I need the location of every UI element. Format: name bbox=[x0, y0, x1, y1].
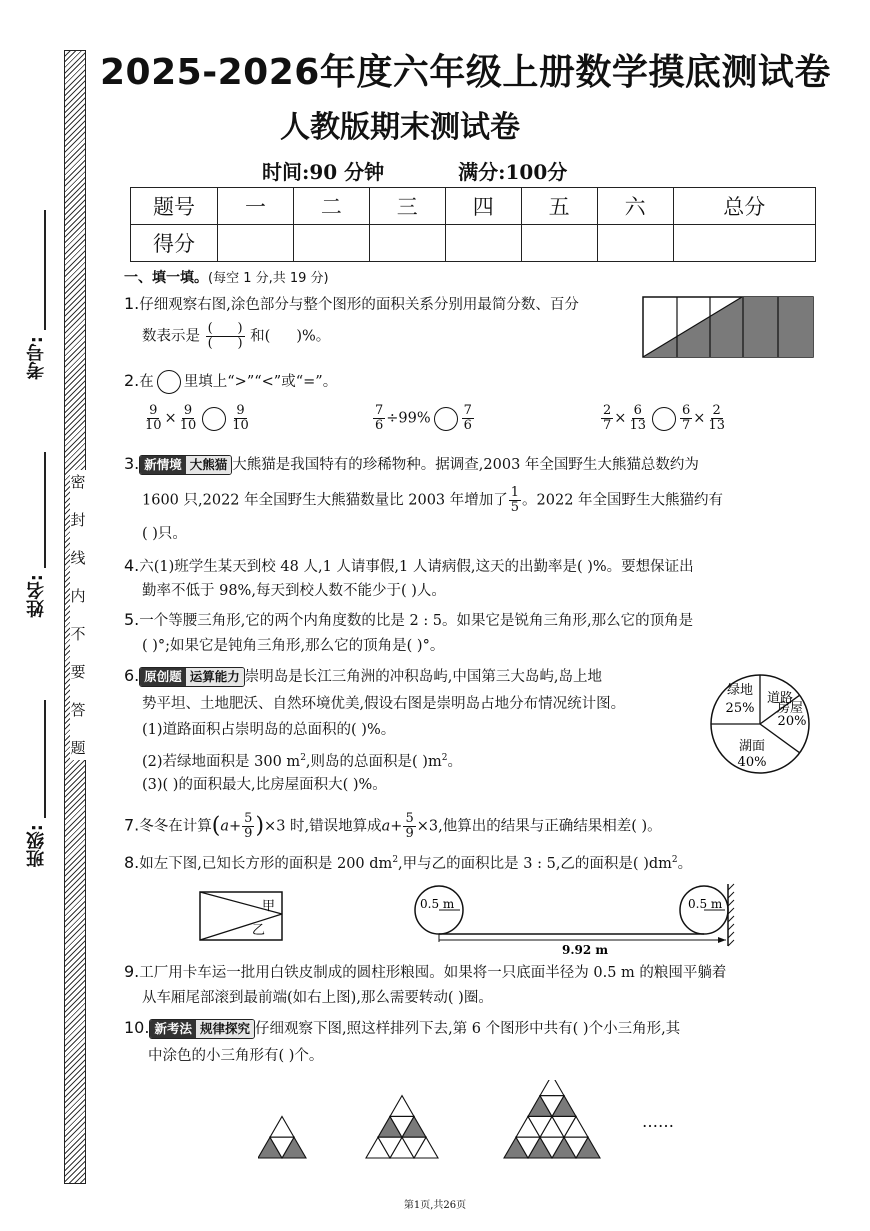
question-2-expr-3 bbox=[600, 404, 728, 433]
frac-num: 7 bbox=[375, 403, 384, 418]
question-text[interactable]: 六(1)班学生某天到校 48 人,1 人请事假,1 人请病假,这天的出勤率是( )%。要想保证出 bbox=[139, 559, 694, 575]
tag-secondary: 运算能力 bbox=[186, 668, 244, 686]
question-number: 5. bbox=[124, 610, 140, 629]
frac-den: 10 bbox=[145, 418, 162, 433]
question-number: 8. bbox=[124, 852, 140, 872]
small-triangle bbox=[270, 1116, 294, 1137]
question-text: 。2022 年全国野生大熊猫约有 bbox=[522, 492, 724, 509]
question-text: 如左下图,已知长方形的面积是 200 dm bbox=[139, 855, 393, 872]
seal-char: 要 bbox=[70, 663, 86, 681]
wall-hatch bbox=[728, 884, 734, 946]
score-input-cell[interactable] bbox=[521, 225, 597, 262]
question-text: 里填上“>”“<”或“=”。 bbox=[183, 374, 338, 390]
tag-primary: 新考法 bbox=[150, 1020, 196, 1038]
class-label: 班级: bbox=[26, 824, 47, 868]
superscript: 2 bbox=[392, 855, 399, 865]
score-input-cell[interactable] bbox=[218, 225, 294, 262]
frac-den: 13 bbox=[629, 418, 646, 433]
question-6-sub1[interactable]: (1)道路面积占崇明岛的总面积的( )%。 bbox=[142, 722, 396, 738]
table-cell: 总分 bbox=[673, 188, 815, 225]
operator: + bbox=[229, 818, 242, 835]
question-9-line1 bbox=[124, 962, 726, 983]
frac-den: 7 bbox=[681, 418, 691, 433]
variable: a bbox=[220, 818, 230, 835]
circle-blank-icon bbox=[157, 370, 181, 394]
q1-shaded-figure bbox=[642, 296, 814, 358]
page-title: 2025-2026年度六年级上册数学摸底测试卷 bbox=[100, 52, 831, 93]
table-cell: 一 bbox=[218, 188, 294, 225]
question-2-expr-2 bbox=[372, 404, 475, 433]
frac-den: 9 bbox=[244, 826, 253, 841]
land-use-pie-chart bbox=[708, 672, 812, 776]
frac-num: 6 bbox=[681, 403, 691, 418]
seal-char: 不 bbox=[70, 625, 86, 643]
pie-label-lake: 湖面 bbox=[738, 739, 766, 754]
frac-num: 7 bbox=[463, 403, 472, 418]
question-number: 3. bbox=[124, 454, 140, 473]
arrow-head-icon bbox=[718, 937, 726, 943]
question-6-sub2[interactable] bbox=[142, 748, 462, 772]
question-text: ,甲与乙的面积比是 3 : 5,乙的面积是( )dm bbox=[398, 855, 672, 872]
page-subtitle: 人教版期末测试卷 bbox=[280, 110, 520, 145]
operator: × bbox=[614, 410, 627, 427]
question-text: ×3 时,错误地算成 bbox=[264, 818, 382, 835]
question-text: 。 bbox=[447, 753, 462, 770]
question-3-line3[interactable]: ( )只。 bbox=[142, 526, 187, 542]
question-text[interactable]: ×3,他算出的结果与正确结果相差( )。 bbox=[416, 818, 662, 835]
question-8[interactable] bbox=[124, 850, 692, 874]
frac-den: 5 bbox=[510, 500, 520, 515]
radius-label-right: 0.5 m bbox=[688, 897, 723, 911]
frac-num: 1 bbox=[510, 485, 520, 500]
question-text: ,则岛的总面积是( )m bbox=[305, 753, 442, 770]
frac-den: 10 bbox=[179, 418, 197, 433]
score-label: 满分:100分 bbox=[458, 160, 568, 184]
question-4-line1 bbox=[124, 556, 694, 577]
frac-num: 2 bbox=[603, 403, 612, 418]
question-10-line1 bbox=[124, 1018, 680, 1039]
ellipsis: …… bbox=[642, 1112, 674, 1131]
operator: × bbox=[164, 410, 177, 427]
question-6-line1 bbox=[124, 666, 602, 687]
triangle-pattern-figure bbox=[258, 1080, 638, 1160]
question-5-line2[interactable]: ( )°;如果它是钝角三角形,那么它的顶角是( )°。 bbox=[142, 638, 445, 654]
question-5-line1 bbox=[124, 610, 693, 631]
table-cell: 题号 bbox=[131, 188, 218, 225]
blank-fraction[interactable]: $\frac{( )}{( )}$ bbox=[207, 321, 243, 351]
question-3-line1 bbox=[124, 454, 699, 475]
question-2-expr-1 bbox=[142, 404, 252, 433]
pie-label-greenland: 绿地 bbox=[726, 683, 754, 698]
variable: a bbox=[381, 818, 391, 835]
question-1-line2 bbox=[142, 322, 330, 351]
frac-num: 2 bbox=[712, 403, 721, 418]
radius-label-left: 0.5 m bbox=[420, 897, 455, 911]
seal-char: 密 bbox=[70, 473, 86, 491]
seal-char: 内 bbox=[70, 587, 86, 605]
question-number: 1. bbox=[124, 294, 140, 313]
frac-num: 5 bbox=[244, 811, 253, 826]
pie-value-greenland: 25% bbox=[725, 701, 755, 716]
frac-den: 6 bbox=[463, 418, 472, 433]
question-1-line1 bbox=[124, 294, 579, 315]
section-heading bbox=[124, 267, 329, 287]
operator: ÷99% bbox=[386, 410, 431, 427]
table-cell: 得分 bbox=[131, 225, 218, 262]
score-table bbox=[130, 187, 816, 262]
label-jia: 甲 bbox=[262, 899, 276, 914]
pie-value-house: 20% bbox=[777, 714, 807, 729]
time-score-line bbox=[262, 156, 567, 185]
compare-circle-input[interactable] bbox=[652, 407, 676, 431]
question-number: 9. bbox=[124, 962, 140, 981]
tag-primary: 新情境 bbox=[140, 456, 186, 474]
tag-badge bbox=[139, 455, 232, 475]
distance-label: 9.92 m bbox=[562, 943, 609, 956]
question-10-line2[interactable]: 中涂色的小三角形有( )个。 bbox=[148, 1048, 324, 1064]
frac-num: 9 bbox=[183, 403, 193, 418]
class-field-line[interactable] bbox=[44, 700, 46, 818]
table-cell: 四 bbox=[445, 188, 521, 225]
operator: × bbox=[693, 410, 706, 427]
question-4-line2[interactable]: 勤率不低于 98%,每天到校人数不能少于( )人。 bbox=[142, 583, 446, 599]
tag-badge bbox=[139, 667, 245, 687]
question-text: 数表示是 bbox=[142, 328, 200, 345]
rolling-cylinder-figure bbox=[412, 882, 742, 956]
pie-value-lake: 40% bbox=[737, 755, 767, 770]
section-note: (每空 1 分,共 19 分) bbox=[208, 271, 329, 286]
frac-num: 5 bbox=[405, 811, 414, 826]
tag-primary: 原创题 bbox=[140, 668, 186, 686]
score-input-cell[interactable] bbox=[597, 225, 673, 262]
question-6-sub3[interactable]: (3)( )的面积最大,比房屋面积大( )%。 bbox=[142, 777, 387, 793]
question-text: (2)若绿地面积是 300 m bbox=[142, 753, 301, 770]
superscript: 2 bbox=[441, 753, 448, 763]
page-footer: 第1页,共26页 bbox=[403, 1200, 467, 1211]
table-cell: 三 bbox=[369, 188, 445, 225]
tag-secondary: 大熊猫 bbox=[186, 456, 232, 474]
score-input-cell[interactable] bbox=[673, 225, 815, 262]
question-number: 10. bbox=[124, 1018, 150, 1037]
question-7: 7.冬冬在计算(a+ $\frac{5}{9}$ )×3 时,错误地算成a+ $\frac{5}{9}$ ×3,他算出的结果与正确结果相差( )。 bbox=[124, 811, 662, 841]
question-text: )%。 bbox=[296, 328, 331, 345]
tag-secondary: 规律探究 bbox=[196, 1020, 254, 1038]
pie-label-house: 房屋 bbox=[776, 701, 804, 716]
seal-char: 封 bbox=[70, 511, 86, 529]
score-input-cell[interactable] bbox=[369, 225, 445, 262]
question-text: 1600 只,2022 年全国野生大熊猫数量比 2003 年增加了 bbox=[142, 492, 508, 509]
question-text: 冬冬在计算 bbox=[139, 818, 212, 835]
frac-den: 13 bbox=[708, 418, 725, 433]
id-field-line[interactable] bbox=[44, 210, 46, 330]
seal-char: 题 bbox=[70, 739, 86, 757]
table-cell: 六 bbox=[597, 188, 673, 225]
frac-den: 7 bbox=[603, 418, 612, 433]
seal-char: 答 bbox=[70, 701, 86, 719]
question-3-line2 bbox=[142, 486, 723, 515]
frac-num: 9 bbox=[236, 403, 245, 418]
section-title: 一、填一填。 bbox=[124, 270, 208, 286]
score-input-cell[interactable] bbox=[445, 225, 521, 262]
small-triangle bbox=[540, 1080, 564, 1096]
name-label: 姓名: bbox=[26, 574, 47, 618]
score-input-cell[interactable] bbox=[293, 225, 369, 262]
question-6-line2: 势平坦、土地肥沃、自然环境优美,假设右图是崇明岛占地分布情况统计图。 bbox=[142, 696, 626, 712]
question-9-line2[interactable]: 从车厢尾部滚到最前端(如右上图),那么需要转动( )圈。 bbox=[142, 990, 493, 1006]
question-text: 和( bbox=[250, 328, 271, 345]
question-text: 一个等腰三角形,它的两个内角度数的比是 2 : 5。如果它是锐角三角形,那么它的顶角是 bbox=[139, 613, 694, 629]
question-text: 大熊猫是我国特有的珍稀物种。据调查,2003 年全国野生大熊猫总数约为 bbox=[232, 457, 699, 473]
question-number: 4. bbox=[124, 556, 140, 575]
frac-den: 9 bbox=[405, 826, 414, 841]
compare-circle-input[interactable] bbox=[434, 407, 458, 431]
question-text: 崇明岛是长江三角洲的冲积岛屿,中国第三大岛屿,岛上地 bbox=[244, 669, 603, 685]
small-triangle bbox=[390, 1096, 414, 1117]
tag-badge bbox=[149, 1019, 255, 1039]
name-field-line[interactable] bbox=[44, 452, 46, 568]
compare-circle-input[interactable] bbox=[202, 407, 226, 431]
frac-num: 6 bbox=[633, 403, 642, 418]
question-text: 在 bbox=[139, 374, 154, 390]
question-number: 6. bbox=[124, 666, 140, 685]
question-number: 7. bbox=[124, 815, 140, 835]
seal-char: 线 bbox=[70, 549, 86, 567]
seal-line-text bbox=[70, 470, 86, 760]
question-2-line1 bbox=[124, 370, 337, 394]
frac-den: 10 bbox=[232, 418, 249, 433]
question-text: 工厂用卡车运一批用白铁皮制成的圆柱形粮囤。如果将一只底面半径为 0.5 m 的粮囤平躺着 bbox=[139, 965, 727, 981]
frac-den: 6 bbox=[375, 418, 384, 433]
id-label: 考号: bbox=[26, 336, 47, 380]
operator: + bbox=[390, 818, 403, 835]
question-text: 。 bbox=[677, 855, 693, 872]
pie-label-road: 道路 bbox=[766, 691, 794, 706]
table-cell: 五 bbox=[521, 188, 597, 225]
question-number: 2. bbox=[124, 371, 140, 390]
table-cell: 二 bbox=[293, 188, 369, 225]
score-table-header-row bbox=[131, 188, 816, 225]
time-label: 时间:90 分钟 bbox=[262, 160, 385, 184]
frac-num: 9 bbox=[149, 403, 158, 418]
superscript: 2 bbox=[671, 855, 678, 865]
label-yi: 乙 bbox=[252, 923, 266, 938]
question-text: 仔细观察右图,涂色部分与整个图形的面积关系分别用最简分数、百分 bbox=[139, 297, 579, 313]
question-text[interactable]: 仔细观察下图,照这样排列下去,第 6 个图形中共有( )个小三角形,其 bbox=[254, 1021, 681, 1037]
superscript: 2 bbox=[300, 753, 306, 763]
rectangle-jia-yi-figure bbox=[198, 890, 284, 942]
score-table-score-row bbox=[131, 225, 816, 262]
